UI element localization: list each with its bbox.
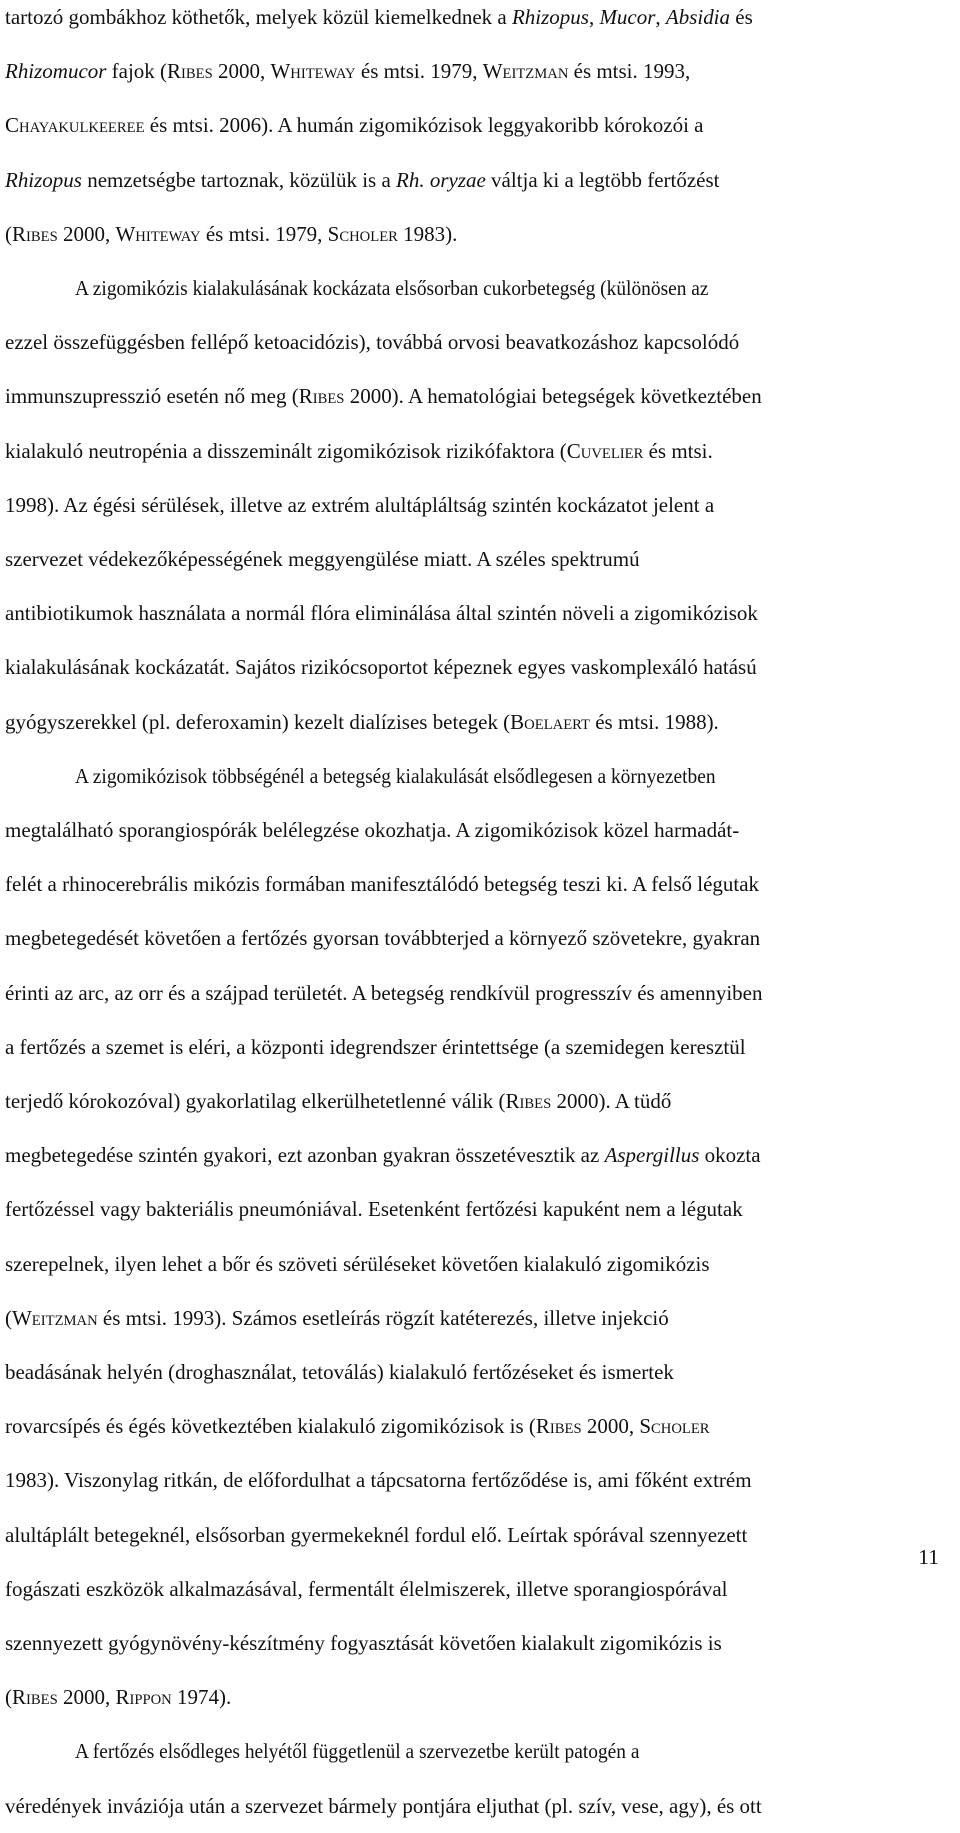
text-run: szennyezett gyógynövény-készítmény fogyasztását követően kialakult zigomikózis is [5,1631,722,1655]
citation-author: Weitzman [482,59,569,84]
text-run: 1974). [171,1685,232,1710]
text-run: beadásának helyén (droghasználat, tetoválás) kialakuló fertőzéseket és ismertek [5,1360,674,1384]
text-line [5,44,942,98]
text-run: A zigomikózisok többségénél a betegség kialakulását elsődlegesen a környezetben [75,763,716,788]
text-line [5,1291,942,1345]
text-run: 1983). [397,221,458,246]
text-run: és mtsi. 1988). [589,709,719,734]
citation-author: Ribes [167,59,213,84]
taxon-name: Rh. oryzae [396,167,486,192]
text-run: és mtsi. 1979, [200,221,328,246]
text-line [5,153,942,207]
text-run: kialakulásának kockázatát. Sajátos rizikócsoportot képeznek egyes vaskomplexáló hatású [5,655,757,680]
text-run: és [730,5,753,29]
text-run: és mtsi. 1993). Számos esetleírás rögzít katéterezés, illetve injekció [97,1305,669,1330]
citation-author: Ribes [12,1685,58,1710]
taxon-name: Rhizomucor [5,59,107,84]
text-run: és mtsi. 1979, [355,59,483,84]
text-run: fajok ( [106,59,168,84]
text-run: gyógyszerekkel (pl. deferoxamin) kezelt dialízises betegek ( [5,709,511,734]
text-run: véredények inváziója után a szervezet bármely pontjára eljuthat (pl. szív, vese, agy), és ott [5,1793,762,1818]
text-line [5,966,942,1020]
taxon-name: Mucor [599,5,656,29]
text-run: érinti az arc, az orr és a szájpad területét. A betegség rendkívül progresszív és amennyiben [5,980,763,1005]
text-run: , [655,5,666,29]
text-run: terjedő kórokozóval) gyakorlatilag elkerülhetetlenné válik ( [5,1089,506,1113]
text-run: szerepelnek, ilyen lehet a bőr és szöveti sérüléseket követően kialakuló zigomikózis [5,1251,710,1276]
text-run: 2000, [57,1685,116,1710]
text-line [5,1670,942,1724]
text-line [5,207,942,261]
text-run: A fertőzés elsődleges helyétől függetlenül a szervezetbe került patogén a [75,1739,640,1764]
page-number: 11 [918,1545,939,1569]
text-line [75,1724,942,1778]
citation-author: Ribes [535,1414,582,1439]
text-run: ( [5,1685,13,1710]
text-line [5,586,942,640]
text-line [5,1237,942,1291]
text-line [5,0,942,44]
text-line [5,1074,942,1128]
text-run: felét a rhinocerebrális mikózis formában manifesztálódó betegség teszi ki. A felső légutak [5,872,760,897]
text-line [5,1508,942,1562]
text-run: 2000). A tüdő [551,1089,672,1113]
text-run: 1998). Az égési sérülések, illetve az extrém alultápláltság szintén kockázatot jelent a [5,492,715,517]
text-line [5,911,942,965]
text-run: megtalálható sporangiospórák belélegzése okozhatja. A zigomikózisok közel harmadát- [5,818,740,842]
text-run: 1983). Viszonylag ritkán, de előfordulhat a tápcsatorna fertőződése is, ami főként extrém [5,1468,752,1493]
text-run: 2000, [581,1414,640,1439]
text-line [5,478,942,532]
text-line [75,749,942,803]
taxon-name: Rhizopus [511,5,589,29]
text-run: , [588,5,600,29]
text-run: 2000). A hematológiai betegségek következtében [344,384,762,409]
text-line [5,1020,942,1074]
text-line [5,1399,942,1453]
text-line [5,315,942,369]
text-run: megbetegedését követően a fertőzés gyorsan továbbterjed a környező szövetekre, gyakran [5,926,761,951]
text-line [5,1182,942,1236]
citation-author: Weitzman [12,1305,98,1330]
text-line [5,1779,942,1833]
text-line [5,369,942,423]
text-line [5,98,942,152]
citation-author: Scholer [639,1414,710,1439]
text-line [5,1562,942,1616]
text-run: antibiotikumok használata a normál flóra eliminálása által szintén növeli a zigomikózisok [5,601,758,626]
citation-author: Whiteway [270,59,356,84]
text-run: és mtsi. 2006). A humán zigomikózisok leggyakoribb kórokozói a [144,113,704,138]
text-run: kialakuló neutropénia a disszeminált zigomikózisok rizikófaktora ( [5,438,567,463]
text-run: és mtsi. 1993, [568,59,691,84]
text-run: ( [5,221,13,246]
text-run: ezzel összefüggésben fellépő ketoacidózis), továbbá orvosi beavatkozáshoz kapcsolódó [5,330,740,355]
citation-author: Ribes [12,221,58,246]
text-line [5,803,942,857]
text-line [5,424,942,478]
text-run: okozta [699,1143,761,1168]
text-line [5,640,942,694]
citation-author: Cuvelier [566,438,644,463]
text-run: a fertőzés a szemet is eléri, a központi idegrendszer érintettsége (a szemidegen keresztül [5,1034,746,1059]
text-run: tartozó gombákhoz köthetők, melyek közül kiemelkednek a [5,5,512,29]
text-line [5,532,942,586]
text-run: fertőzéssel vagy bakteriális pneumóniával. Esetenként fertőzési kapuként nem a légutak [5,1197,743,1222]
citation-author: Ribes [505,1089,552,1113]
text-line [5,695,942,749]
text-line [5,1616,942,1670]
citation-author: Chayakulkeeree [5,113,145,138]
text-run: 2000, [57,221,116,246]
citation-author: Rippon [115,1685,172,1710]
text-run: ( [5,1305,13,1330]
taxon-name: Aspergillus [604,1143,700,1168]
text-line [5,857,942,911]
text-line [5,1128,942,1182]
text-line [75,261,942,315]
taxon-name: Absidia [665,5,731,29]
text-run: váltja ki a legtöbb fertőzést [485,167,720,192]
text-line [5,1453,942,1507]
text-run: alultáplált betegeknél, elsősorban gyermekeknél fordul elő. Leírtak spórával szennyezett [5,1522,748,1547]
text-line [5,1345,942,1399]
text-run: immunszupresszió esetén nő meg ( [5,384,299,409]
text-run: fogászati eszközök alkalmazásával, fermentált élelmiszerek, illetve sporangiospórával [5,1576,728,1601]
text-run: rovarcsípés és égés következtében kialakuló zigomikózisok is ( [5,1414,536,1439]
citation-author: Scholer [327,221,398,246]
citation-author: Boelaert [510,709,590,734]
text-run: szervezet védekezőképességének meggyengülése miatt. A széles spektrumú [5,547,640,571]
text-run: 2000, [212,59,271,84]
text-run: megbetegedése szintén gyakori, ezt azonban gyakran összetévesztik az [5,1143,605,1168]
text-run: A zigomikózis kialakulásának kockázata elsősorban cukorbetegség (különösen az [75,276,709,300]
citation-author: Ribes [298,384,345,409]
text-run: nemzetségbe tartoznak, közülük is a [81,167,397,192]
text-run: és mtsi. [643,438,713,463]
taxon-name: Rhizopus [5,167,82,192]
citation-author: Whiteway [115,221,201,246]
